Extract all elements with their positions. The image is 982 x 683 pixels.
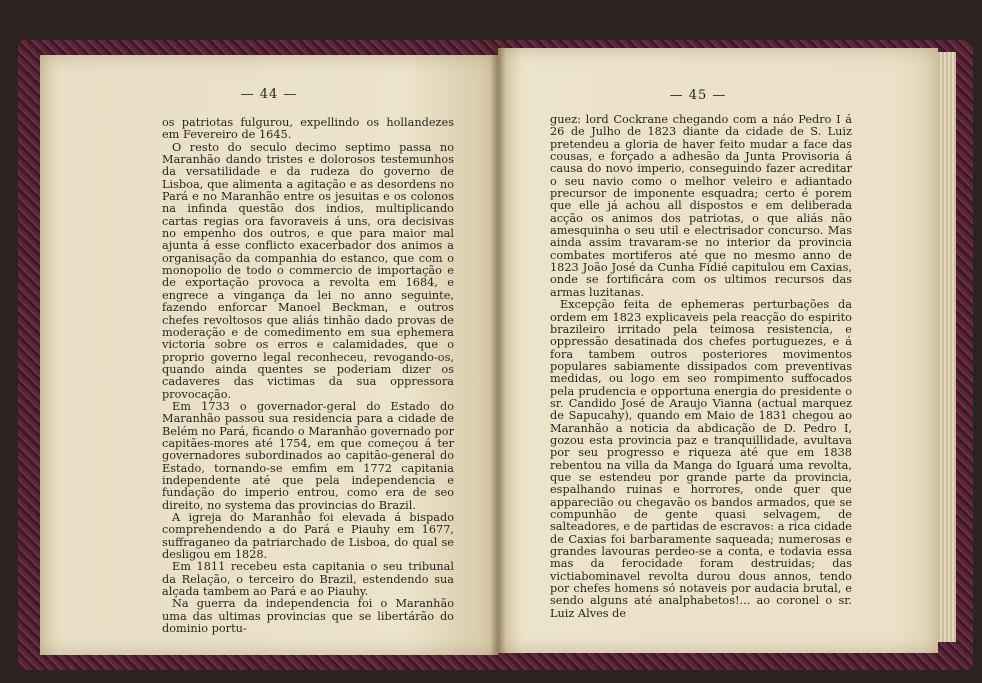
page-number-left: — 44 — — [240, 87, 298, 102]
paragraph: os patriotas fulgurou, expellindo os hollandezes em Fevereiro de 1645. — [162, 116, 454, 142]
left-page-text — [162, 117, 454, 635]
book-gutter — [490, 45, 506, 660]
right-page — [498, 48, 938, 653]
paragraph: A igreja do Maranhão foi elevada á bispado comprehendendo a do Pará e Piauhy em 1677, suffraganeo da patriarchado de Lisboa, do qual se desligou em 1828. — [162, 511, 454, 562]
paragraph: O resto do seculo decimo septimo passa no Maranhão dando tristes e dolorosos testemunhos da versatilidade e da rudeza do governo de Lisboa, que alimenta a agitação e as desordens no Pará e no Maranhão entre os jesuitas e os colonos na infinda questão dos indios, multiplicando cartas regias ora favoraveis á uns, ora decisivas no empenho dos outros, e que para maior mal ajunta á esse conflicto exacerbador dos animos a organisação da companhia do estanco, que com o monopolio de todo o commercio de importação e de exportação provoca a revolta em 1684, e engrece a vingança da lei no anno seguinte, fazendo enforcar Manoel Beckman, e outros chefes revoltosos que aliás tinhão dado provas de moderação e de comedimento em sua ephemera victoria sobre os erros e calamidades, que o proprio governo legal reconheceu, revogando-os, quando ainda quentes se poderiam dizer os cadaveres das victimas da sua oppressora provocação. — [162, 140, 454, 401]
right-page-text — [550, 114, 852, 620]
paragraph: Em 1733 o governador-geral do Estado do Maranhão passou sua residencia para a cidade de Belém no Pará, ficando o Maranhão governado por capitães-mores até 1754, em que começou á ter governadores subordinados ao capitão-general do Estado, tornando-se emfim em 1772 capitania independente até que pela independencia e fundação do imperio entrou, como era de seo direito, no systema das provincias do Brazil. — [162, 399, 454, 512]
paragraph: Na guerra da independencia foi o Maranhão uma das ultimas provincias que se libertárão do dominio portu- — [162, 597, 454, 636]
page-number-right: — 45 — — [669, 88, 727, 103]
paragraph: Em 1811 recebeu esta capitania o seu tribunal da Relação, o terceiro do Brazil, estendendo sua alçada tambem ao Pará e ao Piauhy. — [162, 560, 454, 599]
paragraph: Excepção feita de ephemeras perturbações da ordem em 1823 explicaveis pela reacção do espirito brazileiro irritado pela teimosa resistencia, e oppressão desatinada dos chefes portuguezes, e á fora tambem outros posteriores movimentos populares sabiamente dissipados com preventivas medidas, ou logo em seo rompimento suffocados pela prudencia e opportuna energia do presidente o sr. Candido José de Araujo Vianna (actual marquez de Sapucahy), quando em Maio de 1831 chegou ao Maranhão a noticia da abdicação de D. Pedro I, gozou esta provincia paz e tranquillidade, avultava por seu progresso e riqueza até que em 1838 rebentou na villa da Manga do Iguará uma revolta, que se estendeu por grande parte da provincia, espalhando ruinas e horrores, onde quer que apparecião ou chegavão os bandos armados, que se compunhão de gente quasi selvagem, de salteadores, e de partidas de escravos: a rica cidade de Caxias foi barbaramente saqueada; numerosas e grandes lavouras perdeo-se a conta, e todavia essa mas da ferocidade foram destruidas; das victiabominavel revolta durou dous annos, tendo por chefes homens só notaveis por audacia brutal, e sendo alguns até analphabetos!... ao coronel o sr. Luiz Alves de — [550, 298, 852, 620]
left-page — [40, 55, 498, 655]
paragraph: guez: lord Cockrane chegando com a náo Pedro I á 26 de Julho de 1823 diante da cidade de S. Luiz pretendeu a gloria de haver feito mudar a face das cousas, e forçado a adhesão da Junta Provisoria á causa do novo imperio, conseguindo fazer acreditar o seu navio como o melhor veleiro e adiantado precursor de imponente esquadra; certo é porem que elle já achou all dispostos e em deliberada acção os animos dos patriotas, o que aliás não amesquinha o seu util e electrisador concurso. Mas ainda assim travaram-se no interior da provincia combates mortiferos até que no mesmo anno de 1823 João José da Cunha Fidié capitulou em Caxias, onde se fortificára com os ultimos recursos das armas luzitanas. — [550, 113, 852, 299]
